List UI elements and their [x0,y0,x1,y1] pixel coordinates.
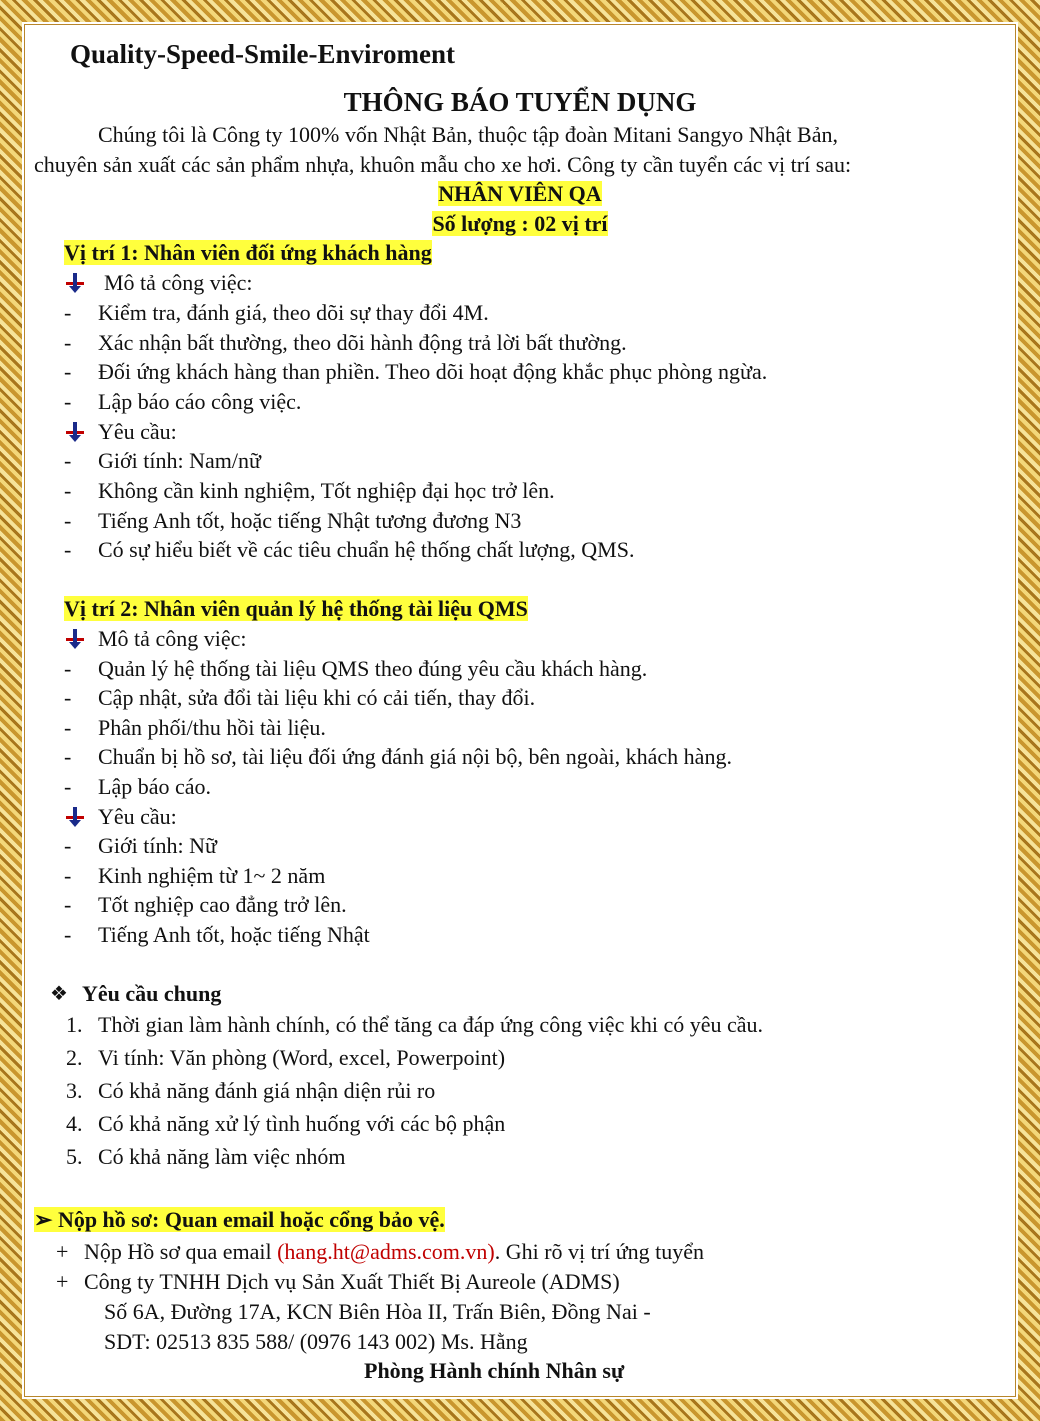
quantity: Số lượng : 02 vị trí [432,211,608,236]
position-title: NHÂN VIÊN QA [438,181,602,206]
arrowhead-bullet-icon: ➢ [34,1207,58,1232]
apply-email-text: Nộp Hồ sơ qua email (hang.ht@adms.com.vn). Ghi rõ vị trí ứng tuyển [84,1239,705,1264]
arrow-down-bullet-icon [66,422,84,442]
company-name: Công ty TNHH Dịch vụ Sản Xuất Thiết Bị Aureole (ADMS) [84,1269,620,1294]
page-title: THÔNG BÁO TUYỂN DỤNG [343,87,697,117]
job2-heading: Vị trí 2: Nhân viên quản lý hệ thống tài liệu QMS [64,596,528,621]
job2-heading-wrap [64,595,528,623]
job2-desc-label: Mô tả công việc: [98,626,247,651]
quantity-wrap [0,210,1040,238]
job1-req-label: Yêu cầu: [98,419,177,444]
job1-heading-wrap [64,239,432,267]
arrow-down-bullet-icon [66,807,84,827]
plus-bullet-icon: + [56,1239,69,1264]
arrow-down-bullet-icon [66,273,84,293]
company-phone: SDT: 02513 835 588/ (0976 143 002) Ms. Hằng [104,1329,528,1354]
intro-line-1: Chúng tôi là Công ty 100% vốn Nhật Bản, thuộc tập đoàn Mitani Sangyo Nhật Bản, [98,122,838,147]
company-address: Số 6A, Đường 17A, KCN Biên Hòa II, Trấn Biên, Đồng Nai - [104,1299,651,1324]
general-heading: Yêu cầu chung [82,981,222,1006]
job2-req-label: Yêu cầu: [98,804,177,829]
diamond-bullet-icon: ❖ [50,983,68,1005]
email-link[interactable]: (hang.ht@adms.com.vn) [277,1239,495,1264]
motto: Quality-Speed-Smile-Enviroment [70,39,456,69]
intro-line-2: chuyên sản xuất các sản phẩm nhựa, khuôn mẫu cho xe hơi. Công ty cần tuyển các vị trí sau: [34,152,852,177]
job1-desc-label: Mô tả công việc: [104,270,253,295]
plus-bullet-icon: + [56,1269,69,1294]
arrow-down-bullet-icon [66,629,84,649]
apply-heading-wrap [34,1206,445,1234]
footer-department: Phòng Hành chính Nhân sự [364,1358,625,1383]
apply-heading: Nộp hồ sơ: Quan email hoặc cổng bảo vệ. [57,1207,445,1232]
job1-heading: Vị trí 1: Nhân viên đối ứng khách hàng [64,240,432,265]
position-title-wrap [0,180,1040,208]
